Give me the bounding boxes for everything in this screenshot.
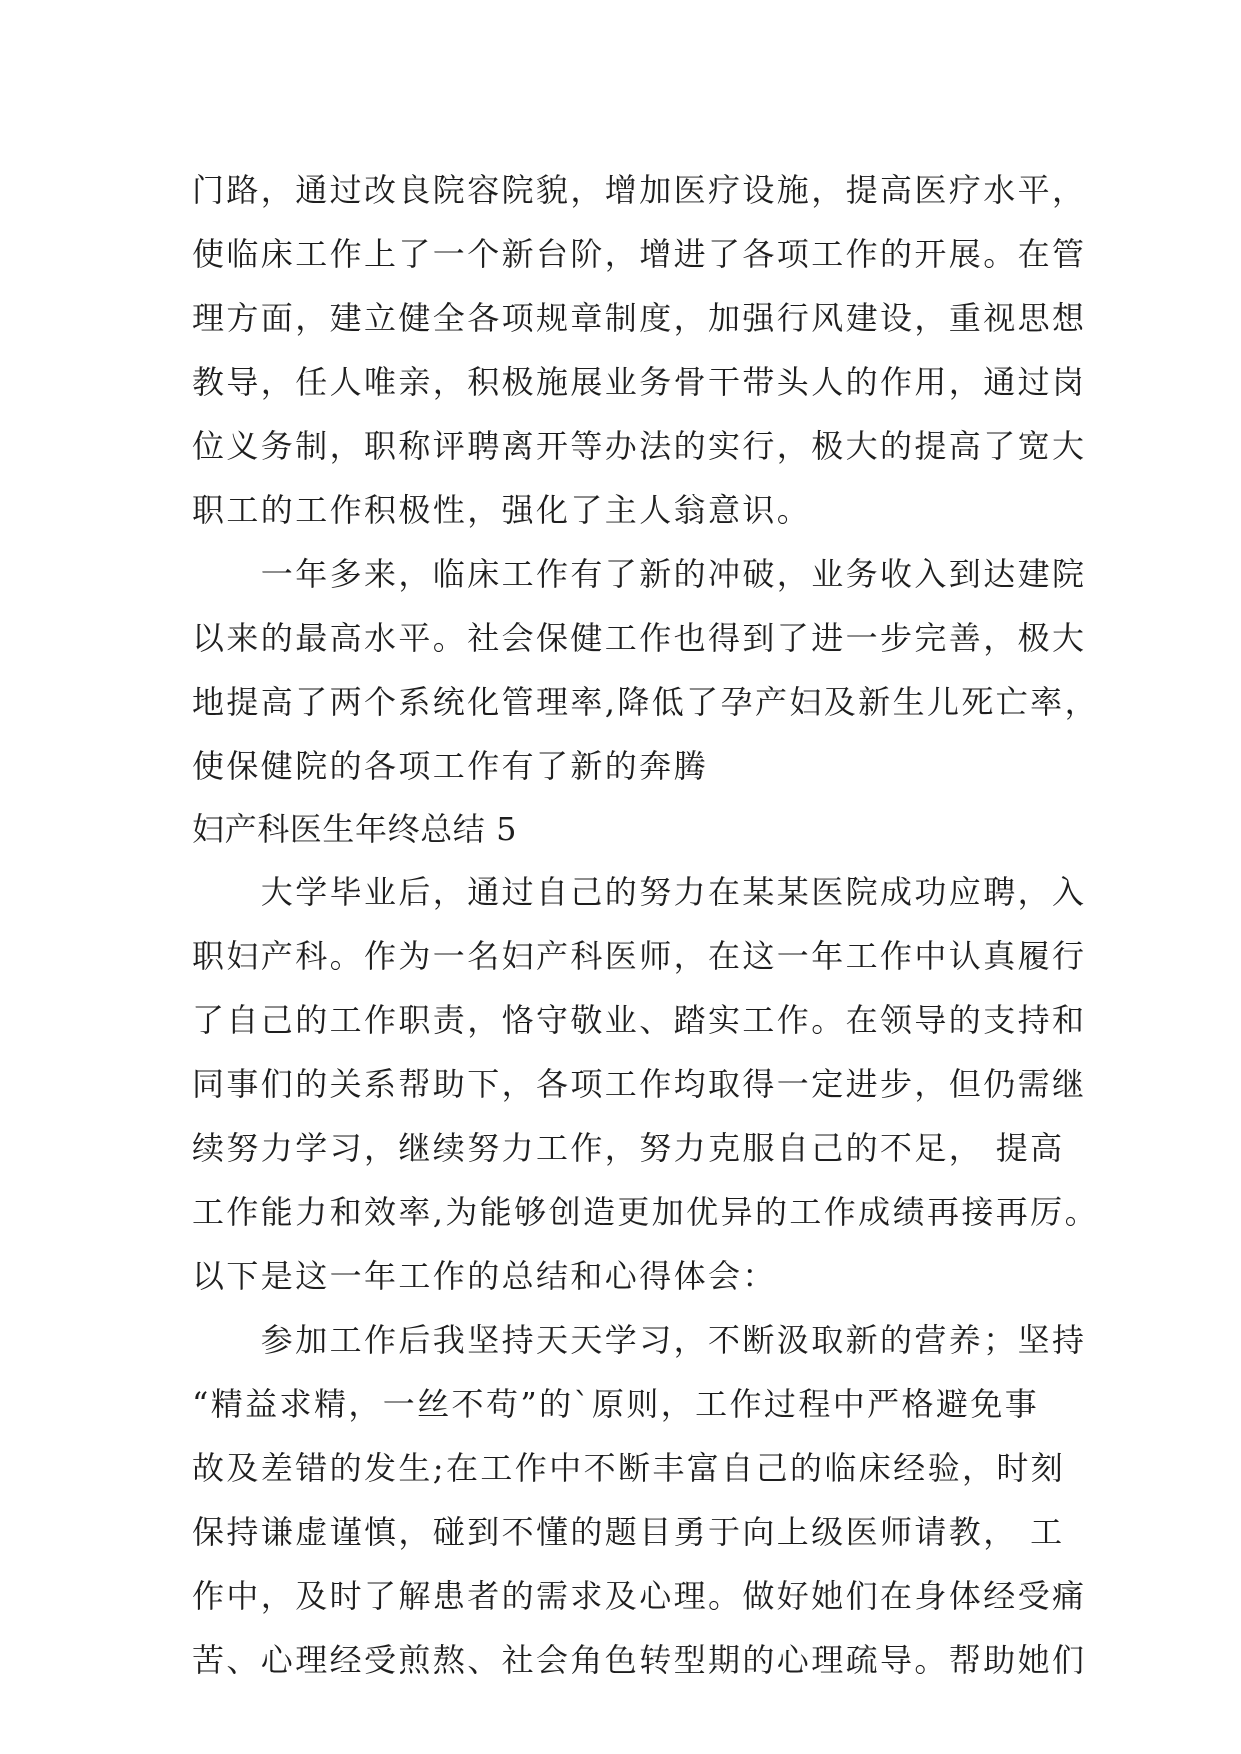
paragraph-line: “精益求精，一丝不苟”的`原则，工作过程中严格避免事 (192, 1385, 1040, 1423)
paragraph-line: 一年多来，临床工作有了新的冲破，业务收入到达建院 (192, 555, 1087, 593)
paragraph-line: 苦、心理经受煎熬、社会角色转型期的心理疏导。帮助她们 (192, 1641, 1087, 1679)
paragraph-line: 以来的最高水平。社会保健工作也得到了进一步完善，极大 (192, 619, 1087, 657)
section-heading: 妇产科医生年终总结 5 (192, 810, 518, 848)
paragraph-line: 使临床工作上了一个新台阶，增进了各项工作的开展。在管 (192, 235, 1087, 273)
paragraph-line: 使保健院的各项工作有了新的奔腾 (192, 747, 709, 785)
paragraph-line: 门路，通过改良院容院貌，增加医疗设施，提高医疗水平， (192, 171, 1087, 209)
paragraph-line: 位义务制，职称评聘离开等办法的实行，极大的提高了宽大 (192, 427, 1087, 465)
paragraph-line: 工作能力和效率,为能够创造更加优异的工作成绩再接再厉。 (192, 1193, 1099, 1231)
paragraph-line: 地提高了两个系统化管理率,降低了孕产妇及新生儿死亡率， (192, 683, 1099, 721)
document-body (192, 158, 1099, 1692)
paragraph-line: 故及差错的发生;在工作中不断丰富自己的临床经验，时刻 (192, 1449, 1066, 1487)
paragraph-line: 职妇产科。作为一名妇产科医师，在这一年工作中认真履行 (192, 937, 1087, 975)
paragraph-line: 教导，任人唯亲，积极施展业务骨干带头人的作用，通过岗 (192, 363, 1087, 401)
paragraph-line: 职工的工作积极性，强化了主人翁意识。 (192, 491, 812, 529)
paragraph-line: 同事们的关系帮助下，各项工作均取得一定进步，但仍需继 (192, 1065, 1087, 1103)
paragraph-line: 了自己的工作职责，恪守敬业、踏实工作。在领导的支持和 (192, 1001, 1087, 1039)
paragraph-line: 理方面，建立健全各项规章制度，加强行风建设，重视思想 (192, 299, 1087, 337)
paragraph-line: 以下是这一年工作的总结和心得体会： (192, 1257, 777, 1295)
paragraph-line: 参加工作后我坚持天天学习，不断汲取新的营养；坚持 (192, 1321, 1087, 1359)
paragraph-line: 作中，及时了解患者的需求及心理。做好她们在身体经受痛 (192, 1577, 1087, 1615)
paragraph-line: 保持谦虚谨慎，碰到不懂的题目勇于向上级医师请教， 工 (192, 1513, 1065, 1551)
paragraph-line: 大学毕业后，通过自己的努力在某某医院成功应聘，入 (192, 873, 1087, 911)
paragraph-line: 续努力学习，继续努力工作，努力克服自己的不足， 提高 (192, 1129, 1065, 1167)
